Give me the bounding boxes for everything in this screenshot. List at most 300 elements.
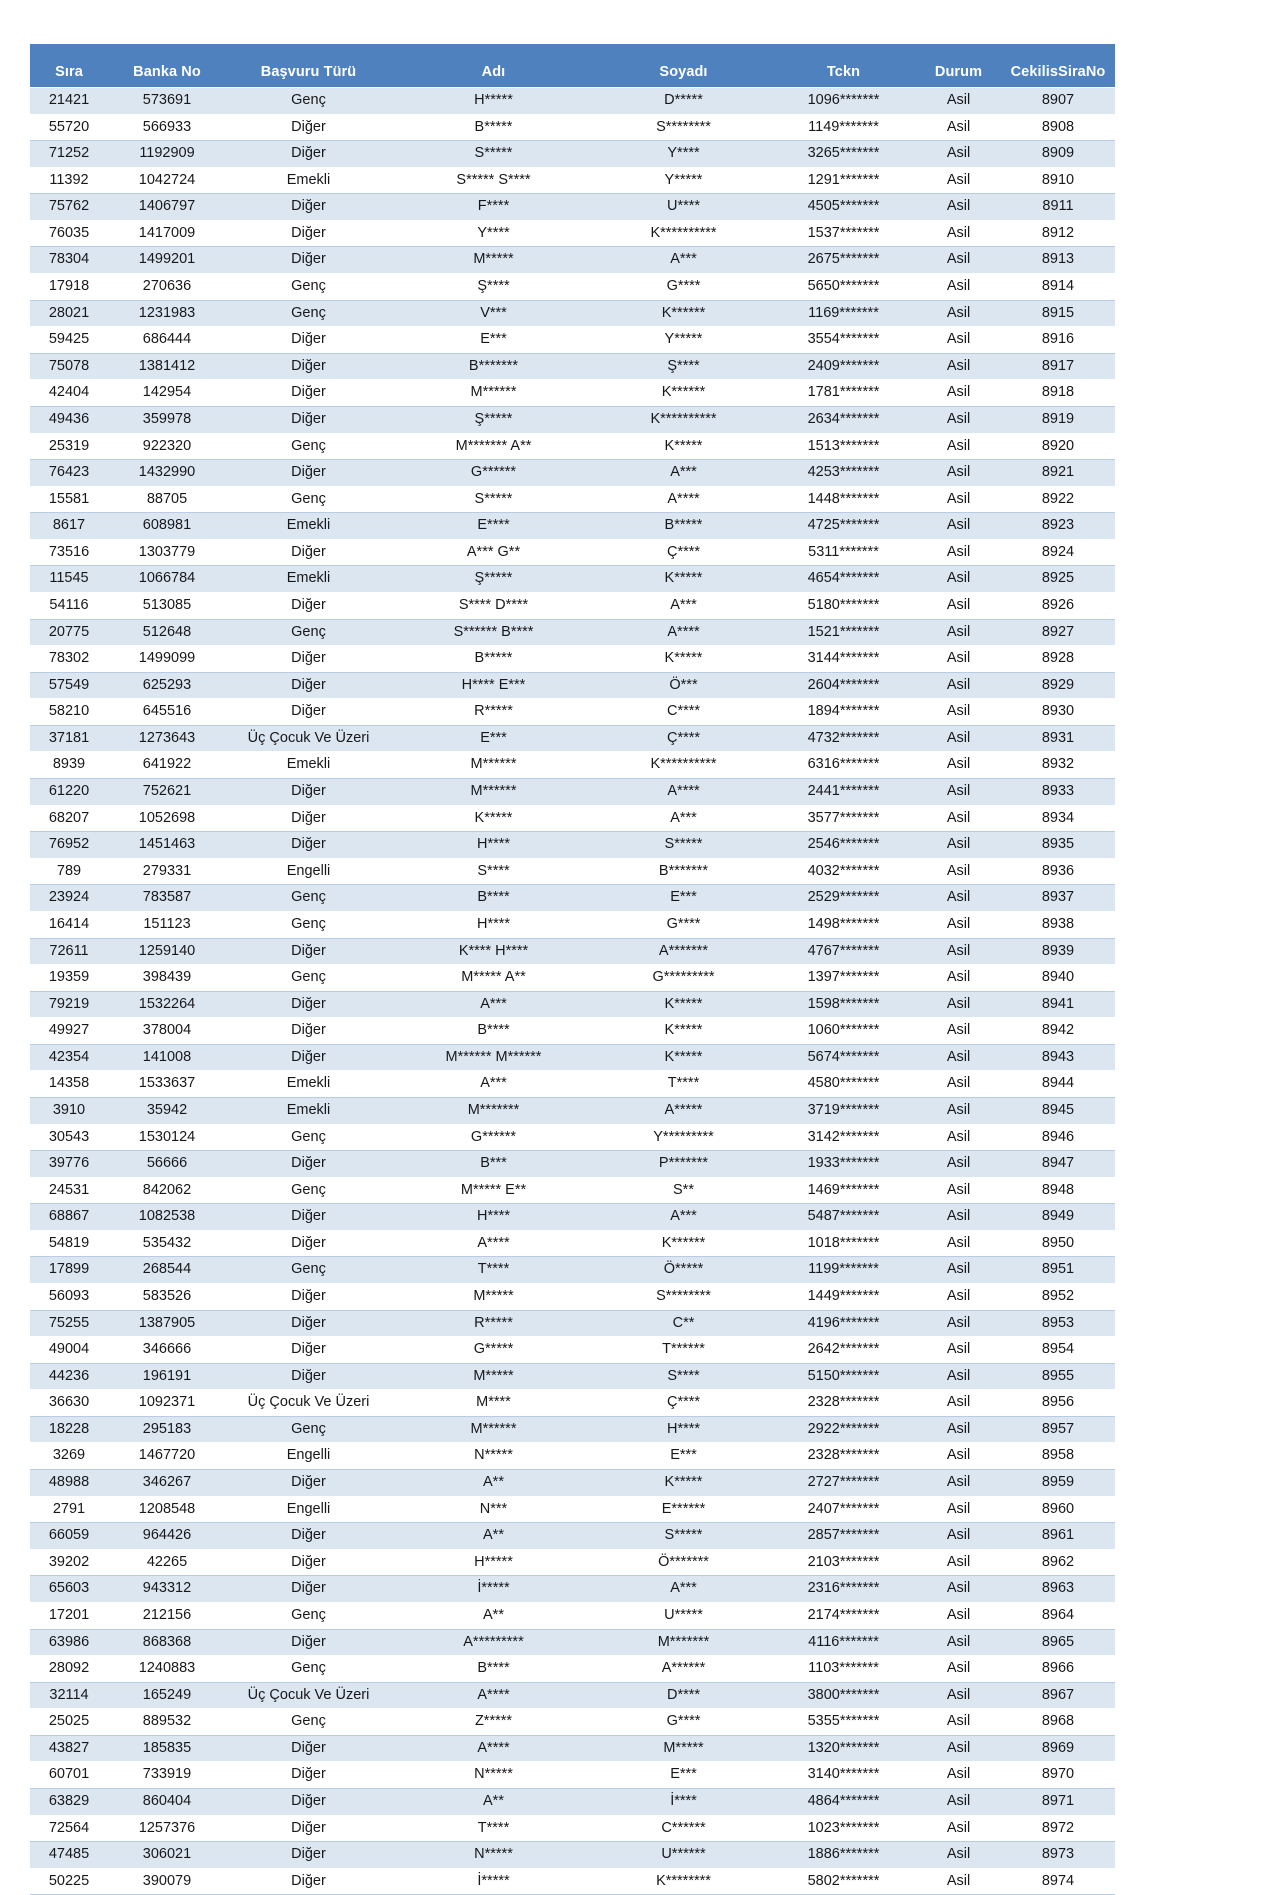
cell-cekilis: 8954 bbox=[1001, 1337, 1115, 1364]
cell-cekilis: 8955 bbox=[1001, 1363, 1115, 1390]
cell-cekilis: 8967 bbox=[1001, 1682, 1115, 1709]
cell-banka: 398439 bbox=[108, 965, 226, 992]
cell-tckn: 4032******* bbox=[771, 858, 916, 885]
cell-cekilis: 8953 bbox=[1001, 1310, 1115, 1337]
cell-basvuru: Diğer bbox=[226, 1762, 391, 1789]
table-row[interactable] bbox=[30, 1177, 1115, 1204]
cell-banka: 295183 bbox=[108, 1416, 226, 1443]
table-row[interactable] bbox=[30, 911, 1115, 938]
table-row[interactable] bbox=[30, 858, 1115, 885]
cell-sira: 60701 bbox=[30, 1762, 108, 1789]
table-row[interactable] bbox=[30, 1363, 1115, 1390]
table-row[interactable] bbox=[30, 1230, 1115, 1257]
cell-tckn: 2407******* bbox=[771, 1496, 916, 1523]
cell-banka: 1532264 bbox=[108, 991, 226, 1018]
table-row[interactable] bbox=[30, 1416, 1115, 1443]
table-row[interactable] bbox=[30, 1124, 1115, 1151]
cell-banka: 212156 bbox=[108, 1602, 226, 1629]
cell-tckn: 2727******* bbox=[771, 1470, 916, 1497]
cell-soyadi: Ç**** bbox=[596, 539, 771, 566]
cell-durum: Asil bbox=[916, 885, 1001, 912]
cell-tckn: 2441******* bbox=[771, 779, 916, 806]
cell-cekilis: 8935 bbox=[1001, 832, 1115, 859]
cell-durum: Asil bbox=[916, 353, 1001, 380]
cell-sira: 25319 bbox=[30, 433, 108, 460]
cell-soyadi: E*** bbox=[596, 1762, 771, 1789]
cell-adi: H**** E*** bbox=[391, 672, 596, 699]
cell-sira: 76423 bbox=[30, 460, 108, 487]
cell-basvuru: Genç bbox=[226, 1124, 391, 1151]
cell-tckn: 1169******* bbox=[771, 300, 916, 327]
cell-soyadi: B******* bbox=[596, 858, 771, 885]
cell-durum: Asil bbox=[916, 1868, 1001, 1895]
cell-cekilis: 8912 bbox=[1001, 220, 1115, 247]
cell-cekilis: 8974 bbox=[1001, 1868, 1115, 1895]
cell-adi: E**** bbox=[391, 513, 596, 540]
cell-soyadi: G**** bbox=[596, 911, 771, 938]
table-row[interactable] bbox=[30, 1337, 1115, 1364]
table-row[interactable] bbox=[30, 167, 1115, 194]
cell-sira: 37181 bbox=[30, 725, 108, 752]
cell-cekilis: 8965 bbox=[1001, 1629, 1115, 1656]
cell-sira: 42354 bbox=[30, 1044, 108, 1071]
cell-banka: 1273643 bbox=[108, 725, 226, 752]
table-row[interactable] bbox=[30, 486, 1115, 513]
cell-tckn: 4654******* bbox=[771, 566, 916, 593]
table-row[interactable] bbox=[30, 1470, 1115, 1497]
cell-basvuru: Diğer bbox=[226, 805, 391, 832]
cell-soyadi: İ**** bbox=[596, 1789, 771, 1816]
cell-banka: 279331 bbox=[108, 858, 226, 885]
cell-banka: 1257376 bbox=[108, 1815, 226, 1842]
table-row[interactable] bbox=[30, 1709, 1115, 1736]
cell-basvuru: Diğer bbox=[226, 1789, 391, 1816]
cell-durum: Asil bbox=[916, 911, 1001, 938]
table-row[interactable] bbox=[30, 991, 1115, 1018]
cell-cekilis: 8971 bbox=[1001, 1789, 1115, 1816]
cell-soyadi: K****** bbox=[596, 300, 771, 327]
cell-cekilis: 8966 bbox=[1001, 1656, 1115, 1683]
table-row[interactable] bbox=[30, 513, 1115, 540]
cell-basvuru: Emekli bbox=[226, 167, 391, 194]
table-row[interactable] bbox=[30, 1443, 1115, 1470]
table-row[interactable] bbox=[30, 1257, 1115, 1284]
table-row[interactable] bbox=[30, 88, 1115, 115]
table-row[interactable] bbox=[30, 327, 1115, 354]
table-row[interactable] bbox=[30, 592, 1115, 619]
cell-tckn: 3144******* bbox=[771, 646, 916, 673]
cell-durum: Asil bbox=[916, 1789, 1001, 1816]
cell-sira: 48988 bbox=[30, 1470, 108, 1497]
cell-cekilis: 8964 bbox=[1001, 1602, 1115, 1629]
cell-cekilis: 8961 bbox=[1001, 1523, 1115, 1550]
cell-adi: Ş**** bbox=[391, 274, 596, 301]
cell-adi: A********* bbox=[391, 1629, 596, 1656]
cell-adi: M****** M****** bbox=[391, 1044, 596, 1071]
cell-tckn: 4116******* bbox=[771, 1629, 916, 1656]
cell-adi: A*** bbox=[391, 991, 596, 1018]
cell-sira: 65603 bbox=[30, 1576, 108, 1603]
cell-basvuru: Diğer bbox=[226, 699, 391, 726]
cell-soyadi: K******** bbox=[596, 1868, 771, 1895]
cell-banka: 1303779 bbox=[108, 539, 226, 566]
table-row[interactable] bbox=[30, 460, 1115, 487]
cell-tckn: 1894******* bbox=[771, 699, 916, 726]
table-row[interactable] bbox=[30, 779, 1115, 806]
cell-tckn: 5355******* bbox=[771, 1709, 916, 1736]
cell-sira: 14358 bbox=[30, 1071, 108, 1098]
table-row[interactable] bbox=[30, 1310, 1115, 1337]
cell-soyadi: M******* bbox=[596, 1629, 771, 1656]
column-header-sira[interactable]: Sıra bbox=[30, 58, 108, 88]
cell-cekilis: 8919 bbox=[1001, 406, 1115, 433]
table-row[interactable] bbox=[30, 1815, 1115, 1842]
cell-adi: B***** bbox=[391, 646, 596, 673]
table-row[interactable] bbox=[30, 965, 1115, 992]
table-row[interactable] bbox=[30, 752, 1115, 779]
table-row[interactable] bbox=[30, 1602, 1115, 1629]
cell-sira: 63829 bbox=[30, 1789, 108, 1816]
cell-sira: 17899 bbox=[30, 1257, 108, 1284]
cell-sira: 76952 bbox=[30, 832, 108, 859]
table-row[interactable] bbox=[30, 274, 1115, 301]
cell-cekilis: 8949 bbox=[1001, 1204, 1115, 1231]
table-row[interactable] bbox=[30, 1044, 1115, 1071]
table-row[interactable] bbox=[30, 885, 1115, 912]
cell-sira: 23924 bbox=[30, 885, 108, 912]
cell-tckn: 2328******* bbox=[771, 1443, 916, 1470]
table-row[interactable] bbox=[30, 1018, 1115, 1045]
table-row[interactable] bbox=[30, 1762, 1115, 1789]
table-row[interactable] bbox=[30, 672, 1115, 699]
cell-soyadi: K****** bbox=[596, 1230, 771, 1257]
cell-basvuru: Diğer bbox=[226, 406, 391, 433]
cell-tckn: 1291******* bbox=[771, 167, 916, 194]
cell-tckn: 2316******* bbox=[771, 1576, 916, 1603]
cell-basvuru: Diğer bbox=[226, 1044, 391, 1071]
table-row[interactable] bbox=[30, 141, 1115, 168]
cell-adi: A**** bbox=[391, 1682, 596, 1709]
cell-adi: G****** bbox=[391, 460, 596, 487]
cell-adi: S**** D**** bbox=[391, 592, 596, 619]
cell-cekilis: 8927 bbox=[1001, 619, 1115, 646]
cell-cekilis: 8962 bbox=[1001, 1549, 1115, 1576]
table-row[interactable] bbox=[30, 1390, 1115, 1417]
cell-soyadi: E*** bbox=[596, 885, 771, 912]
cell-soyadi: K***** bbox=[596, 1044, 771, 1071]
cell-tckn: 1521******* bbox=[771, 619, 916, 646]
cell-soyadi: Ö***** bbox=[596, 1257, 771, 1284]
cell-banka: 783587 bbox=[108, 885, 226, 912]
cell-basvuru: Emekli bbox=[226, 566, 391, 593]
cell-banka: 1066784 bbox=[108, 566, 226, 593]
cell-soyadi: K***** bbox=[596, 566, 771, 593]
table-row[interactable] bbox=[30, 406, 1115, 433]
cell-durum: Asil bbox=[916, 938, 1001, 965]
cell-cekilis: 8969 bbox=[1001, 1735, 1115, 1762]
cell-sira: 18228 bbox=[30, 1416, 108, 1443]
cell-adi: S**** bbox=[391, 858, 596, 885]
cell-basvuru: Genç bbox=[226, 911, 391, 938]
cell-cekilis: 8921 bbox=[1001, 460, 1115, 487]
cell-durum: Asil bbox=[916, 1071, 1001, 1098]
cell-sira: 68867 bbox=[30, 1204, 108, 1231]
cell-sira: 47485 bbox=[30, 1842, 108, 1869]
cell-adi: B*** bbox=[391, 1151, 596, 1178]
cell-adi: S****** B**** bbox=[391, 619, 596, 646]
cell-basvuru: Genç bbox=[226, 486, 391, 513]
cell-banka: 608981 bbox=[108, 513, 226, 540]
cell-sira: 30543 bbox=[30, 1124, 108, 1151]
cell-basvuru: Diğer bbox=[226, 1523, 391, 1550]
cell-tckn: 1781******* bbox=[771, 380, 916, 407]
cell-cekilis: 8934 bbox=[1001, 805, 1115, 832]
table-row[interactable] bbox=[30, 805, 1115, 832]
cell-cekilis: 8952 bbox=[1001, 1284, 1115, 1311]
table-row[interactable] bbox=[30, 1496, 1115, 1523]
cell-soyadi: K***** bbox=[596, 433, 771, 460]
cell-durum: Asil bbox=[916, 1337, 1001, 1364]
cell-durum: Asil bbox=[916, 1523, 1001, 1550]
cell-soyadi: U**** bbox=[596, 194, 771, 221]
cell-durum: Asil bbox=[916, 1018, 1001, 1045]
cell-banka: 1052698 bbox=[108, 805, 226, 832]
cell-durum: Asil bbox=[916, 832, 1001, 859]
cell-durum: Asil bbox=[916, 1762, 1001, 1789]
cell-sira: 56093 bbox=[30, 1284, 108, 1311]
cell-durum: Asil bbox=[916, 1284, 1001, 1311]
table-row[interactable] bbox=[30, 433, 1115, 460]
cell-basvuru: Genç bbox=[226, 1257, 391, 1284]
cell-banka: 573691 bbox=[108, 88, 226, 115]
cell-durum: Asil bbox=[916, 539, 1001, 566]
cell-durum: Asil bbox=[916, 1416, 1001, 1443]
cell-tckn: 3554******* bbox=[771, 327, 916, 354]
table-row[interactable] bbox=[30, 1656, 1115, 1683]
cell-cekilis: 8956 bbox=[1001, 1390, 1115, 1417]
cell-banka: 860404 bbox=[108, 1789, 226, 1816]
table-row[interactable] bbox=[30, 1204, 1115, 1231]
cell-cekilis: 8929 bbox=[1001, 672, 1115, 699]
cell-cekilis: 8937 bbox=[1001, 885, 1115, 912]
table-row[interactable] bbox=[30, 1097, 1115, 1124]
cell-basvuru: Diğer bbox=[226, 1363, 391, 1390]
cell-sira: 20775 bbox=[30, 619, 108, 646]
table-row[interactable] bbox=[30, 353, 1115, 380]
cell-adi: K**** H**** bbox=[391, 938, 596, 965]
cell-banka: 1082538 bbox=[108, 1204, 226, 1231]
cell-adi: M****** bbox=[391, 752, 596, 779]
cell-adi: Ş***** bbox=[391, 566, 596, 593]
table-row[interactable] bbox=[30, 938, 1115, 965]
table-row[interactable] bbox=[30, 1735, 1115, 1762]
table-row[interactable] bbox=[30, 725, 1115, 752]
cell-cekilis: 8941 bbox=[1001, 991, 1115, 1018]
cell-adi: M***** bbox=[391, 247, 596, 274]
column-header-adi[interactable]: Adı bbox=[391, 58, 596, 88]
cell-cekilis: 8930 bbox=[1001, 699, 1115, 726]
cell-sira: 76035 bbox=[30, 220, 108, 247]
cell-tckn: 4196******* bbox=[771, 1310, 916, 1337]
column-header-tckn[interactable]: Tckn bbox=[771, 58, 916, 88]
cell-sira: 11545 bbox=[30, 566, 108, 593]
cell-sira: 75762 bbox=[30, 194, 108, 221]
cell-durum: Asil bbox=[916, 1602, 1001, 1629]
cell-basvuru: Diğer bbox=[226, 1310, 391, 1337]
cell-soyadi: A**** bbox=[596, 486, 771, 513]
cell-soyadi: E****** bbox=[596, 1496, 771, 1523]
table-row[interactable] bbox=[30, 1682, 1115, 1709]
cell-basvuru: Diğer bbox=[226, 672, 391, 699]
cell-durum: Asil bbox=[916, 1124, 1001, 1151]
cell-cekilis: 8932 bbox=[1001, 752, 1115, 779]
cell-basvuru: Diğer bbox=[226, 779, 391, 806]
cell-banka: 142954 bbox=[108, 380, 226, 407]
cell-cekilis: 8943 bbox=[1001, 1044, 1115, 1071]
column-header-basvuru-turu[interactable]: Başvuru Türü bbox=[226, 58, 391, 88]
cell-sira: 15581 bbox=[30, 486, 108, 513]
table-row[interactable] bbox=[30, 1842, 1115, 1869]
table-row[interactable] bbox=[30, 1284, 1115, 1311]
cell-tckn: 1397******* bbox=[771, 965, 916, 992]
cell-durum: Asil bbox=[916, 805, 1001, 832]
header-band-fill bbox=[30, 44, 1115, 58]
cell-soyadi: A*** bbox=[596, 1576, 771, 1603]
cell-sira: 17918 bbox=[30, 274, 108, 301]
cell-basvuru: Genç bbox=[226, 433, 391, 460]
table-row[interactable] bbox=[30, 699, 1115, 726]
cell-sira: 50225 bbox=[30, 1868, 108, 1895]
cell-adi: S***** S**** bbox=[391, 167, 596, 194]
cell-cekilis: 8933 bbox=[1001, 779, 1115, 806]
table-row[interactable] bbox=[30, 194, 1115, 221]
cell-sira: 79219 bbox=[30, 991, 108, 1018]
cell-basvuru: Diğer bbox=[226, 1151, 391, 1178]
table-row[interactable] bbox=[30, 1071, 1115, 1098]
cell-basvuru: Genç bbox=[226, 885, 391, 912]
cell-durum: Asil bbox=[916, 1709, 1001, 1736]
cell-banka: 165249 bbox=[108, 1682, 226, 1709]
cell-banka: 752621 bbox=[108, 779, 226, 806]
cell-sira: 2791 bbox=[30, 1496, 108, 1523]
cell-basvuru: Genç bbox=[226, 88, 391, 115]
cell-tckn: 2857******* bbox=[771, 1523, 916, 1550]
cell-banka: 1381412 bbox=[108, 353, 226, 380]
column-header-banka-no[interactable]: Banka No bbox=[108, 58, 226, 88]
table-row[interactable] bbox=[30, 380, 1115, 407]
table-row[interactable] bbox=[30, 300, 1115, 327]
cell-banka: 346666 bbox=[108, 1337, 226, 1364]
cell-cekilis: 8910 bbox=[1001, 167, 1115, 194]
table-row[interactable] bbox=[30, 619, 1115, 646]
cell-banka: 964426 bbox=[108, 1523, 226, 1550]
cell-sira: 3269 bbox=[30, 1443, 108, 1470]
cell-banka: 141008 bbox=[108, 1044, 226, 1071]
cell-basvuru: Genç bbox=[226, 965, 391, 992]
cell-basvuru: Diğer bbox=[226, 141, 391, 168]
table-row[interactable] bbox=[30, 114, 1115, 141]
cell-sira: 57549 bbox=[30, 672, 108, 699]
cell-tckn: 4864******* bbox=[771, 1789, 916, 1816]
cell-banka: 625293 bbox=[108, 672, 226, 699]
cell-durum: Asil bbox=[916, 1151, 1001, 1178]
column-header-soyadi[interactable]: Soyadı bbox=[596, 58, 771, 88]
cell-sira: 54819 bbox=[30, 1230, 108, 1257]
table-row[interactable] bbox=[30, 247, 1115, 274]
cell-tckn: 2642******* bbox=[771, 1337, 916, 1364]
cell-banka: 1432990 bbox=[108, 460, 226, 487]
table-row[interactable] bbox=[30, 1151, 1115, 1178]
table-row[interactable] bbox=[30, 1868, 1115, 1895]
cell-banka: 390079 bbox=[108, 1868, 226, 1895]
cell-tckn: 1199******* bbox=[771, 1257, 916, 1284]
column-header-durum[interactable]: Durum bbox=[916, 58, 1001, 88]
cell-durum: Asil bbox=[916, 114, 1001, 141]
cell-adi: A** bbox=[391, 1470, 596, 1497]
cell-cekilis: 8940 bbox=[1001, 965, 1115, 992]
cell-cekilis: 8973 bbox=[1001, 1842, 1115, 1869]
cell-basvuru: Genç bbox=[226, 1177, 391, 1204]
cell-banka: 686444 bbox=[108, 327, 226, 354]
cell-adi: İ***** bbox=[391, 1576, 596, 1603]
cell-soyadi: D***** bbox=[596, 88, 771, 115]
table-row[interactable] bbox=[30, 1789, 1115, 1816]
cell-basvuru: Diğer bbox=[226, 460, 391, 487]
table-row[interactable] bbox=[30, 220, 1115, 247]
cell-sira: 43827 bbox=[30, 1735, 108, 1762]
cell-tckn: 5650******* bbox=[771, 274, 916, 301]
cell-durum: Asil bbox=[916, 1044, 1001, 1071]
cell-basvuru: Diğer bbox=[226, 1018, 391, 1045]
cell-basvuru: Diğer bbox=[226, 646, 391, 673]
table-row[interactable] bbox=[30, 1523, 1115, 1550]
cell-banka: 1533637 bbox=[108, 1071, 226, 1098]
cell-banka: 1499099 bbox=[108, 646, 226, 673]
cell-durum: Asil bbox=[916, 1363, 1001, 1390]
column-header-cekilis-sira-no[interactable]: CekilisSiraNo bbox=[1001, 58, 1115, 88]
cell-tckn: 1513******* bbox=[771, 433, 916, 460]
cell-cekilis: 8923 bbox=[1001, 513, 1115, 540]
table-row[interactable] bbox=[30, 566, 1115, 593]
cell-basvuru: Diğer bbox=[226, 1284, 391, 1311]
table-row[interactable] bbox=[30, 1549, 1115, 1576]
cell-durum: Asil bbox=[916, 1549, 1001, 1576]
cell-tckn: 3140******* bbox=[771, 1762, 916, 1789]
cell-durum: Asil bbox=[916, 486, 1001, 513]
cell-adi: A*** G** bbox=[391, 539, 596, 566]
cell-adi: T**** bbox=[391, 1815, 596, 1842]
cell-durum: Asil bbox=[916, 752, 1001, 779]
cell-tckn: 1320******* bbox=[771, 1735, 916, 1762]
cell-soyadi: K********** bbox=[596, 406, 771, 433]
table-row[interactable] bbox=[30, 539, 1115, 566]
cell-adi: Y**** bbox=[391, 220, 596, 247]
cell-basvuru: Genç bbox=[226, 619, 391, 646]
cell-durum: Asil bbox=[916, 965, 1001, 992]
cell-basvuru: Diğer bbox=[226, 327, 391, 354]
table-row[interactable] bbox=[30, 1629, 1115, 1656]
cell-adi: H**** bbox=[391, 832, 596, 859]
table-row[interactable] bbox=[30, 1576, 1115, 1603]
cell-soyadi: T****** bbox=[596, 1337, 771, 1364]
cell-durum: Asil bbox=[916, 247, 1001, 274]
cell-sira: 36630 bbox=[30, 1390, 108, 1417]
cell-sira: 19359 bbox=[30, 965, 108, 992]
table-row[interactable] bbox=[30, 832, 1115, 859]
cell-basvuru: Genç bbox=[226, 274, 391, 301]
cell-basvuru: Emekli bbox=[226, 752, 391, 779]
table-row[interactable] bbox=[30, 646, 1115, 673]
